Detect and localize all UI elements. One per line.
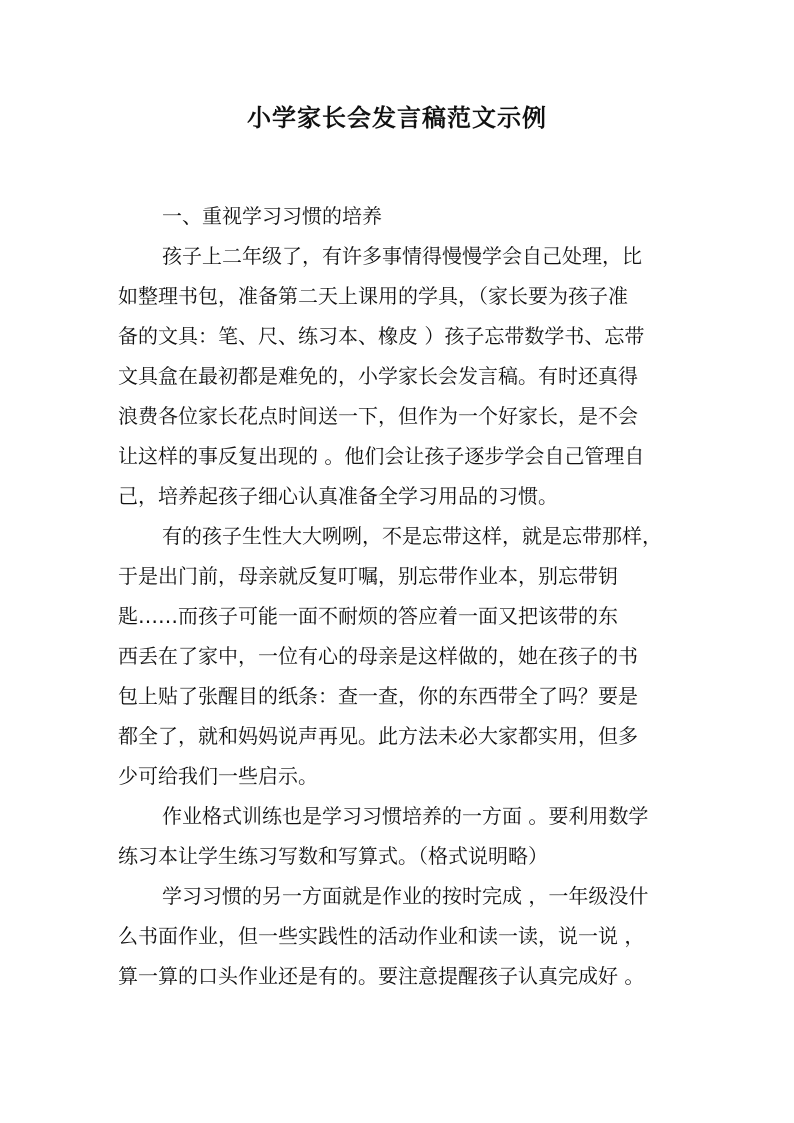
paragraph-4 (118, 876, 684, 996)
text-line: 让这样的事反复出现的 。他们会让孩子逐步学会自己管理自 (118, 444, 645, 468)
text-line: 于是出门前，母亲就反复叮嘱，别忘带作业本，别忘带钥 (118, 564, 618, 588)
text-line: 己，培养起孩子细心认真准备全学习用品的习惯。 (118, 484, 558, 508)
text-line: 西丢在了家中，一位有心的母亲是这样做的，她在孩子的书 (118, 644, 638, 668)
text-line: 少可给我们一些启示。 (118, 764, 318, 788)
text-line: 算一算的口头作业还是有的。要注意提醒孩子认真完成好 。 (118, 964, 645, 988)
paragraph-2 (118, 516, 684, 796)
text-line: 么书面作业，但一些实践性的活动作业和读一读，说一说 ， (118, 924, 645, 948)
text-line: 浪费各位家长花点时间送一下，但作为一个好家长，是不会 (118, 404, 638, 428)
text-line: 练习本让学生练习写数和写算式。（格式说明略） (118, 844, 548, 868)
text-line: 备的文具：笔、尺、练习本、橡皮 ）孩子忘带数学书、忘带 (118, 324, 645, 348)
document-body (118, 196, 684, 996)
section-heading: 一、重视学习习惯的培养 (162, 204, 382, 228)
text-line: 都全了，就和妈妈说声再见。此方法未必大家都实用，但多 (118, 724, 638, 748)
text-line: 学习习惯的另一方面就是作业的按时完成 ，一年级没什 (162, 884, 649, 908)
paragraph-3 (118, 796, 684, 876)
text-line: 匙……而孩子可能一面不耐烦的答应着一面又把该带的东 (118, 604, 618, 628)
text-line: 如整理书包，准备第二天上课用的学具，（家长要为孩子准 (118, 284, 628, 308)
text-line: 有的孩子生性大大咧咧，不是忘带这样，就是忘带那样， (162, 524, 662, 548)
text-line: 孩子上二年级了，有许多事情得慢慢学会自己处理，比 (162, 244, 642, 268)
page-title: 小学家长会发言稿范文示例 (247, 104, 547, 132)
text-line: 作业格式训练也是学习习惯培养的一方面 。要利用数学 (162, 804, 649, 828)
text-line: 包上贴了张醒目的纸条：查一查，你的东西带全了吗？要是 (118, 684, 638, 708)
text-line: 文具盒在最初都是难免的，小学家长会发言稿。有时还真得 (118, 364, 638, 388)
paragraph-1 (118, 236, 684, 516)
